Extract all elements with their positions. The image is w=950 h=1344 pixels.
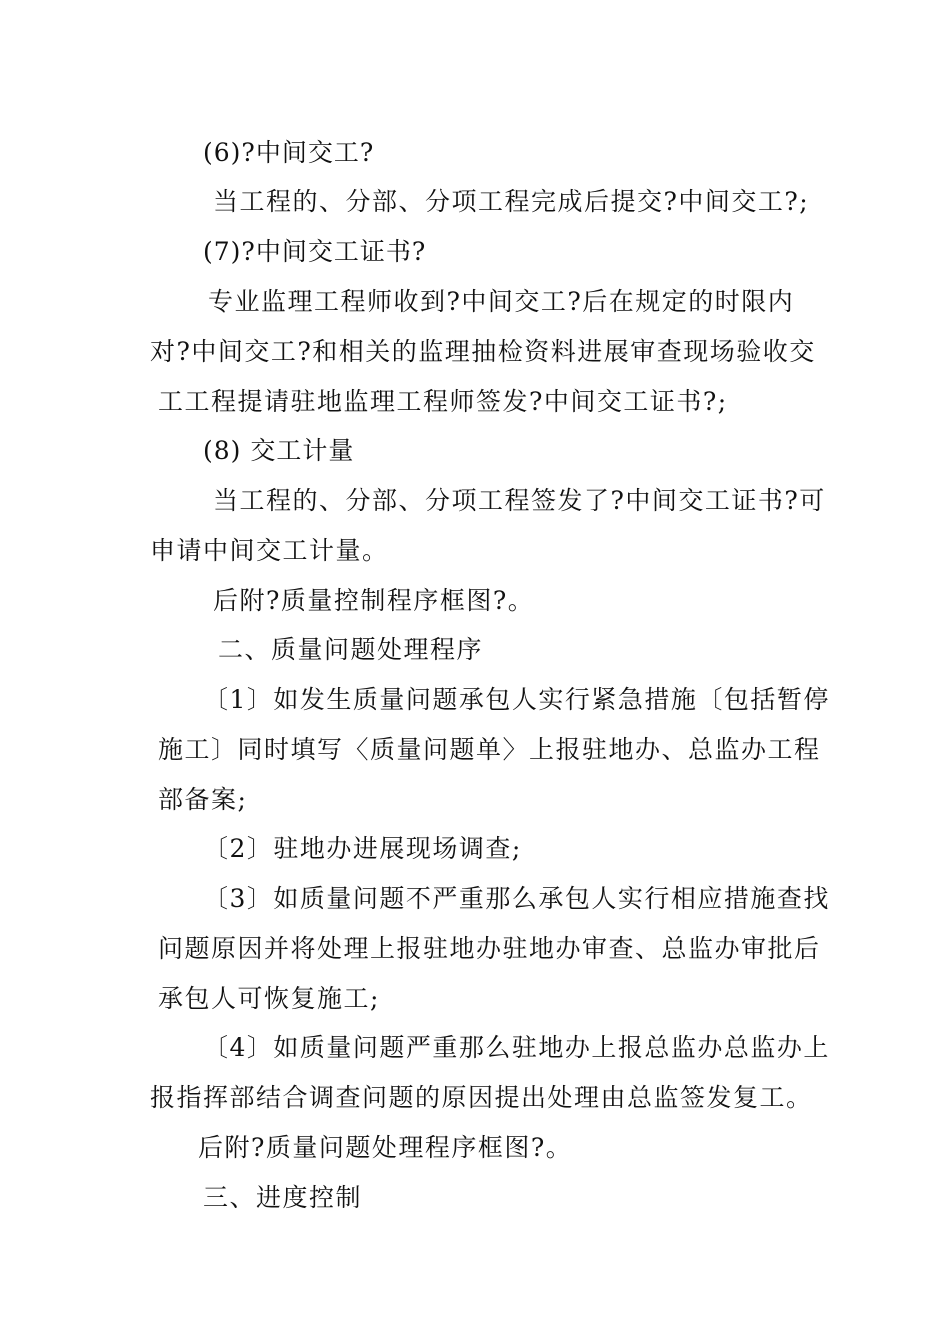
appendix-note-1: 后附?质量控制程序框图?。 — [213, 586, 535, 615]
section-2-item-3-line-1: 〔3〕如质量问题不严重那么承包人实行相应措施查找 — [203, 884, 830, 913]
item-8-text-line-1: 当工程的、分部、分项工程签发了?中间交工证书?可 — [213, 486, 826, 515]
section-2-item-4-line-2: 报指挥部结合调查问题的原因提出处理由总监签发复工。 — [150, 1083, 813, 1112]
section-2-item-2: 〔2〕驻地办进展现场调查; — [203, 834, 522, 863]
section-2-item-1-line-1: 〔1〕如发生质量问题承包人实行紧急措施〔包括暂停 — [203, 685, 830, 714]
section-2-item-3-line-2: 问题原因并将处理上报驻地办驻地办审查、总监办审批后 — [158, 934, 821, 963]
item-7-text-line-1: 专业监理工程师收到?中间交工?后在规定的时限内 — [208, 287, 795, 316]
item-7-heading: (7)?中间交工证书? — [203, 237, 427, 266]
item-6-heading: (6)?中间交工? — [203, 138, 375, 167]
section-2-item-1-line-2: 施工〕同时填写〈质量问题单〉上报驻地办、总监办工程 — [158, 735, 821, 764]
section-2-item-4-line-1: 〔4〕如质量问题严重那么驻地办上报总监办总监办上 — [203, 1033, 830, 1062]
section-3-heading: 三、进度控制 — [203, 1183, 363, 1212]
section-2-item-3-line-3: 承包人可恢复施工; — [158, 984, 380, 1013]
item-6-text: 当工程的、分部、分项工程完成后提交?中间交工?; — [213, 187, 810, 216]
item-7-text-line-3: 工工程提请驻地监理工程师签发?中间交工证书?; — [158, 387, 728, 416]
item-8-heading: (8) 交工计量 — [203, 436, 355, 465]
appendix-note-2: 后附?质量问题处理程序框图?。 — [198, 1133, 573, 1162]
item-7-text-line-2: 对?中间交工?和相关的监理抽检资料进展审查现场验收交 — [150, 337, 816, 366]
item-8-text-line-2: 申请中间交工计量。 — [150, 536, 389, 565]
section-2-item-1-line-3: 部备案; — [158, 785, 248, 814]
section-2-heading: 二、质量问题处理程序 — [218, 635, 484, 664]
